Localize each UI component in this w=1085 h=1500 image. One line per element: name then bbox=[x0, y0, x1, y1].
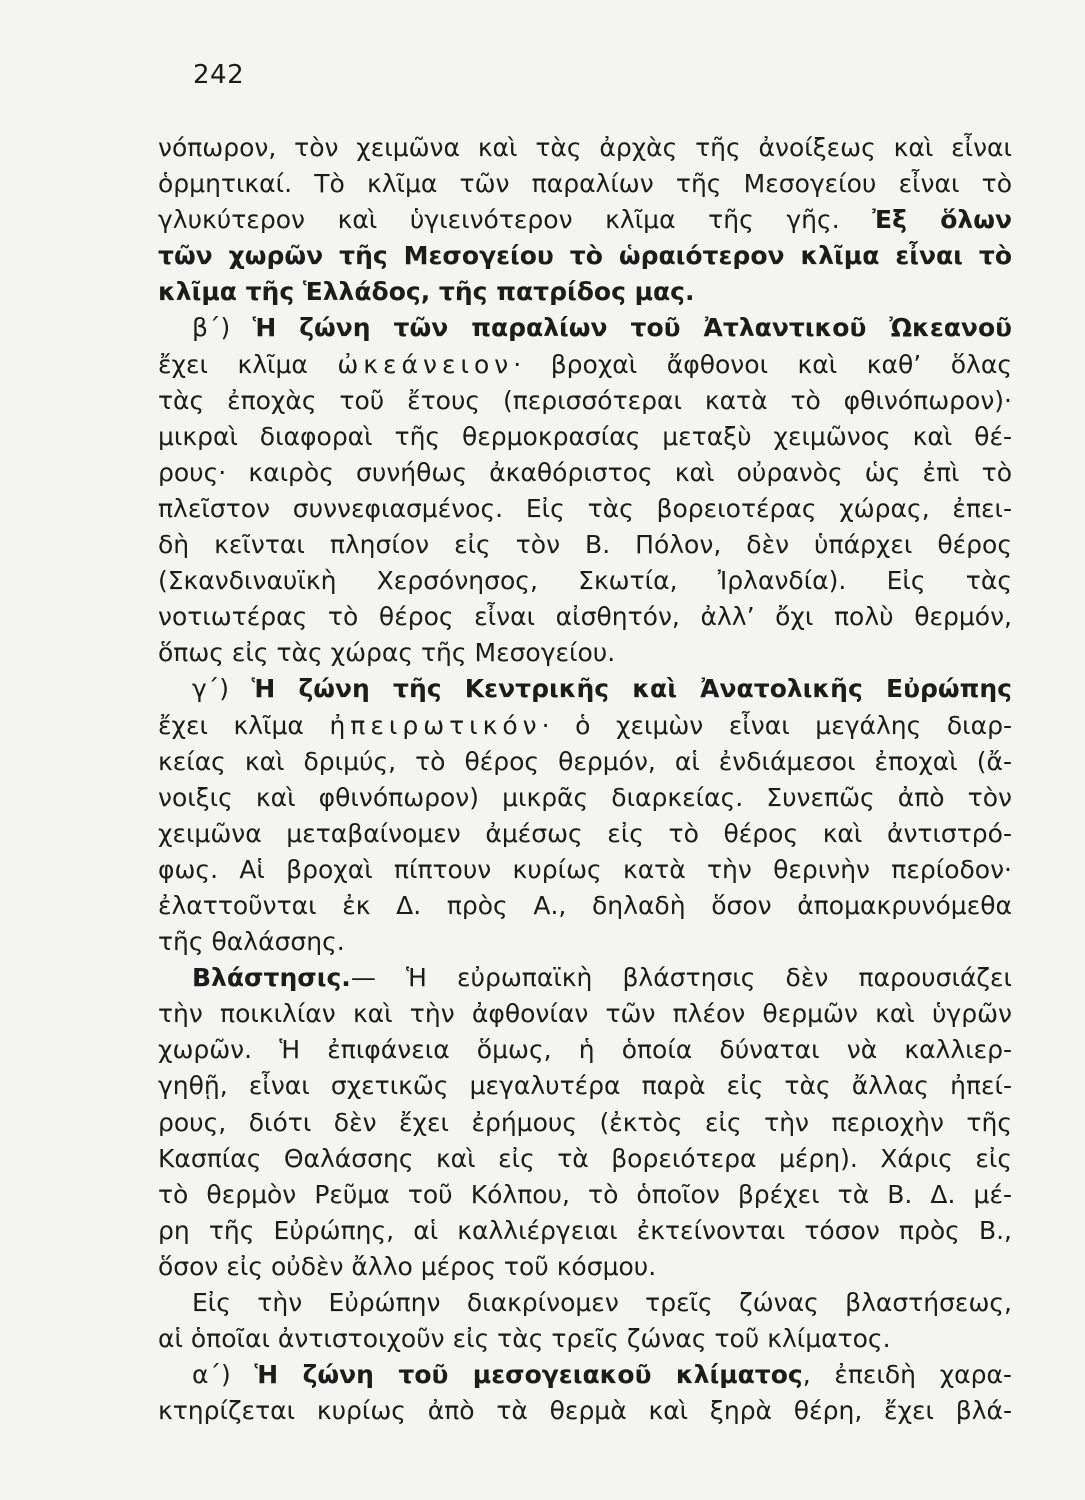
text-line bbox=[158, 563, 1012, 599]
text-segment: νοτιωτέρας τὸ θέρος εἶναι αἰσθητόν, ἀλλ’ ὄχι πολὺ θερμόν, bbox=[158, 602, 1012, 632]
text-segment: κείας καὶ δριμύς, τὸ θέρος θερμόν, αἱ ἐνδιάμεσοι ἐποχαὶ (ἄ- bbox=[158, 746, 1012, 776]
text-segment: τῶν χωρῶν τῆς Μεσογείου τὸ ὡραιότερον κλῖμα εἶναι τὸ bbox=[158, 241, 1012, 271]
text-segment: γηθῇ, εἶναι σχετικῶς μεγαλυτέρα παρὰ εἰς τὰς ἄλλας ἠπεί- bbox=[158, 1071, 1012, 1101]
text-line bbox=[158, 708, 1012, 744]
text-segment: μικραὶ διαφοραὶ τῆς θερμοκρασίας μεταξὺ χειμῶνος καὶ θέ- bbox=[158, 421, 1012, 451]
text-line bbox=[158, 1141, 1012, 1177]
text-segment: τὰς ἐποχὰς τοῦ ἔτους (περισσότεραι κατὰ τὸ φθινόπωρον)· bbox=[158, 385, 1012, 415]
text-segment: α´) bbox=[192, 1360, 255, 1390]
text-line bbox=[158, 1032, 1012, 1068]
text-line bbox=[158, 780, 1012, 816]
text-segment: γλυκύτερον καὶ ὑγιεινότερον κλῖμα τῆς γῆς. bbox=[158, 205, 873, 235]
text-line bbox=[158, 491, 1012, 527]
text-line bbox=[158, 274, 1012, 310]
text-segment: ρη τῆς Εὐρώπης, αἱ καλλιέργειαι ἐκτείνονται τόσον πρὸς Β., bbox=[158, 1215, 1012, 1245]
text-segment: ἠπειρωτικόν bbox=[329, 710, 542, 740]
text-segment: β´) bbox=[192, 313, 253, 343]
text-segment: κλῖμα τῆς Ἑλλάδος, τῆς πατρίδος μας. bbox=[158, 277, 695, 307]
text-segment: ρους, διότι δὲν ἔχει ἐρήμους (ἐκτὸς εἰς τὴν περιοχὴν τῆς bbox=[158, 1107, 1012, 1137]
text-segment: Ἡ ζώνη τῶν παραλίων τοῦ Ἀτλαντικοῦ Ὠκεανοῦ bbox=[252, 313, 1012, 343]
text-line bbox=[158, 310, 1012, 346]
text-segment: τὴν ποικιλίαν καὶ τὴν ἀφθονίαν τῶν πλέον θερμῶν καὶ ὑγρῶν bbox=[158, 999, 1012, 1029]
text-segment: , ἐπειδὴ χαρα- bbox=[802, 1360, 1012, 1390]
text-line bbox=[158, 202, 1012, 238]
text-line bbox=[158, 888, 1012, 924]
text-segment: ἔχει κλῖμα bbox=[158, 349, 338, 379]
text-segment: χειμῶνα μεταβαίνομεν ἀμέσως εἰς τὸ θέρος καὶ ἀντιστρό- bbox=[158, 818, 1012, 848]
text-line bbox=[158, 1321, 1012, 1357]
text-segment: ἔχει κλῖμα bbox=[158, 710, 330, 740]
text-line bbox=[158, 383, 1012, 419]
text-segment: Βλάστησις. bbox=[192, 963, 351, 993]
text-segment: Ἐξ ὅλων bbox=[872, 205, 1012, 235]
text-line bbox=[158, 1393, 1012, 1429]
text-line bbox=[158, 1105, 1012, 1141]
text-line bbox=[158, 1177, 1012, 1213]
text-line bbox=[158, 419, 1012, 455]
text-segment: ὠκεάνειον bbox=[337, 349, 514, 379]
page-number: 242 bbox=[193, 60, 245, 90]
text-segment: χωρῶν. Ἡ ἐπιφάνεια ὅμως, ἡ ὁποία δύναται νὰ καλλιερ- bbox=[158, 1035, 1012, 1065]
text-segment: γ´) bbox=[192, 674, 252, 704]
text-line bbox=[158, 347, 1012, 383]
text-segment: ὅσον εἰς οὐδὲν ἄλλο μέρος τοῦ κόσμου. bbox=[158, 1251, 657, 1281]
text-line bbox=[158, 1213, 1012, 1249]
text-segment: Ἡ ζώνη τῆς Κεντρικῆς καὶ Ἀνατολικῆς Εὐρώπης bbox=[251, 674, 1012, 704]
text-line bbox=[158, 1357, 1012, 1393]
text-line bbox=[158, 130, 1012, 166]
text-segment: Ἡ ζώνη τοῦ μεσογειακοῦ κλίματος bbox=[254, 1360, 803, 1390]
text-line bbox=[158, 924, 1012, 960]
text-line bbox=[158, 238, 1012, 274]
text-segment: νοιξις καὶ φθινόπωρον) μικρᾶς διαρκείας. Συνεπῶς ἀπὸ τὸν bbox=[158, 782, 1012, 812]
text-segment: (Σκανδιναυϊκὴ Χερσόνησος, Σκωτία, Ἰρλανδία). Εἰς τὰς bbox=[158, 566, 1012, 596]
text-line bbox=[158, 527, 1012, 563]
text-segment: τὸ θερμὸν Ρεῦμα τοῦ Κόλπου, τὸ ὁποῖον βρέχει τὰ Β. Δ. μέ- bbox=[158, 1179, 1012, 1209]
text-segment: αἱ ὁποῖαι ἀντιστοιχοῦν εἰς τὰς τρεῖς ζώνας τοῦ κλίματος. bbox=[158, 1324, 891, 1354]
text-segment: · βροχαὶ ἄφθονοι καὶ καθ’ ὅλας bbox=[513, 349, 1012, 379]
text-segment: ὅπως εἰς τὰς χώρας τῆς Μεσογείου. bbox=[158, 638, 616, 668]
text-line bbox=[158, 996, 1012, 1032]
text-segment: δὴ κεῖνται πλησίον εἰς τὸν Β. Πόλον, δὲν ὑπάρχει θέρος bbox=[158, 530, 1012, 560]
body-text bbox=[158, 130, 1012, 1429]
text-segment: ὁρμητικαί. Τὸ κλῖμα τῶν παραλίων τῆς Μεσογείου εἶναι τὸ bbox=[158, 169, 1012, 199]
text-line bbox=[158, 671, 1012, 707]
text-line bbox=[158, 960, 1012, 996]
text-line bbox=[158, 816, 1012, 852]
text-line bbox=[158, 852, 1012, 888]
text-segment: Κασπίας Θαλάσσης καὶ εἰς τὰ βορειότερα μέρη). Χάρις εἰς bbox=[158, 1143, 1012, 1173]
text-line bbox=[158, 1285, 1012, 1321]
text-line bbox=[158, 1068, 1012, 1104]
text-line bbox=[158, 635, 1012, 671]
text-segment: ρους· καιρὸς συνήθως ἀκαθόριστος καὶ οὐρανὸς ὡς ἐπὶ τὸ bbox=[158, 457, 1012, 487]
text-line bbox=[158, 166, 1012, 202]
text-segment: ἐλαττοῦνται ἐκ Δ. πρὸς Α., δηλαδὴ ὅσον ἀπομακρυνόμεθα bbox=[158, 890, 1012, 920]
text-segment: — Ἡ εὐρωπαϊκὴ βλάστησις δὲν παρουσιάζει bbox=[350, 963, 1012, 993]
text-segment: φως. Αἱ βροχαὶ πίπτουν κυρίως κατὰ τὴν θερινὴν περίοδον· bbox=[158, 854, 1012, 884]
text-line bbox=[158, 1249, 1012, 1285]
text-segment: πλεῖστον συννεφιασμένος. Εἰς τὰς βορειοτέρας χώρας, ἐπει- bbox=[158, 493, 1012, 523]
text-segment: τῆς θαλάσσης. bbox=[158, 927, 345, 957]
text-segment: κτηρίζεται κυρίως ἀπὸ τὰ θερμὰ καὶ ξηρὰ θέρη, ἔχει βλά- bbox=[158, 1396, 1012, 1426]
text-line bbox=[158, 455, 1012, 491]
text-segment: νόπωρον, τὸν χειμῶνα καὶ τὰς ἀρχὰς τῆς ἀνοίξεως καὶ εἶναι bbox=[158, 133, 1012, 162]
text-line bbox=[158, 744, 1012, 780]
text-segment: · ὁ χειμὼν εἶναι μεγάλης διαρ- bbox=[541, 710, 1012, 740]
text-segment: Εἰς τὴν Εὐρώπην διακρίνομεν τρεῖς ζώνας βλαστήσεως, bbox=[192, 1288, 1012, 1317]
text-line bbox=[158, 599, 1012, 635]
